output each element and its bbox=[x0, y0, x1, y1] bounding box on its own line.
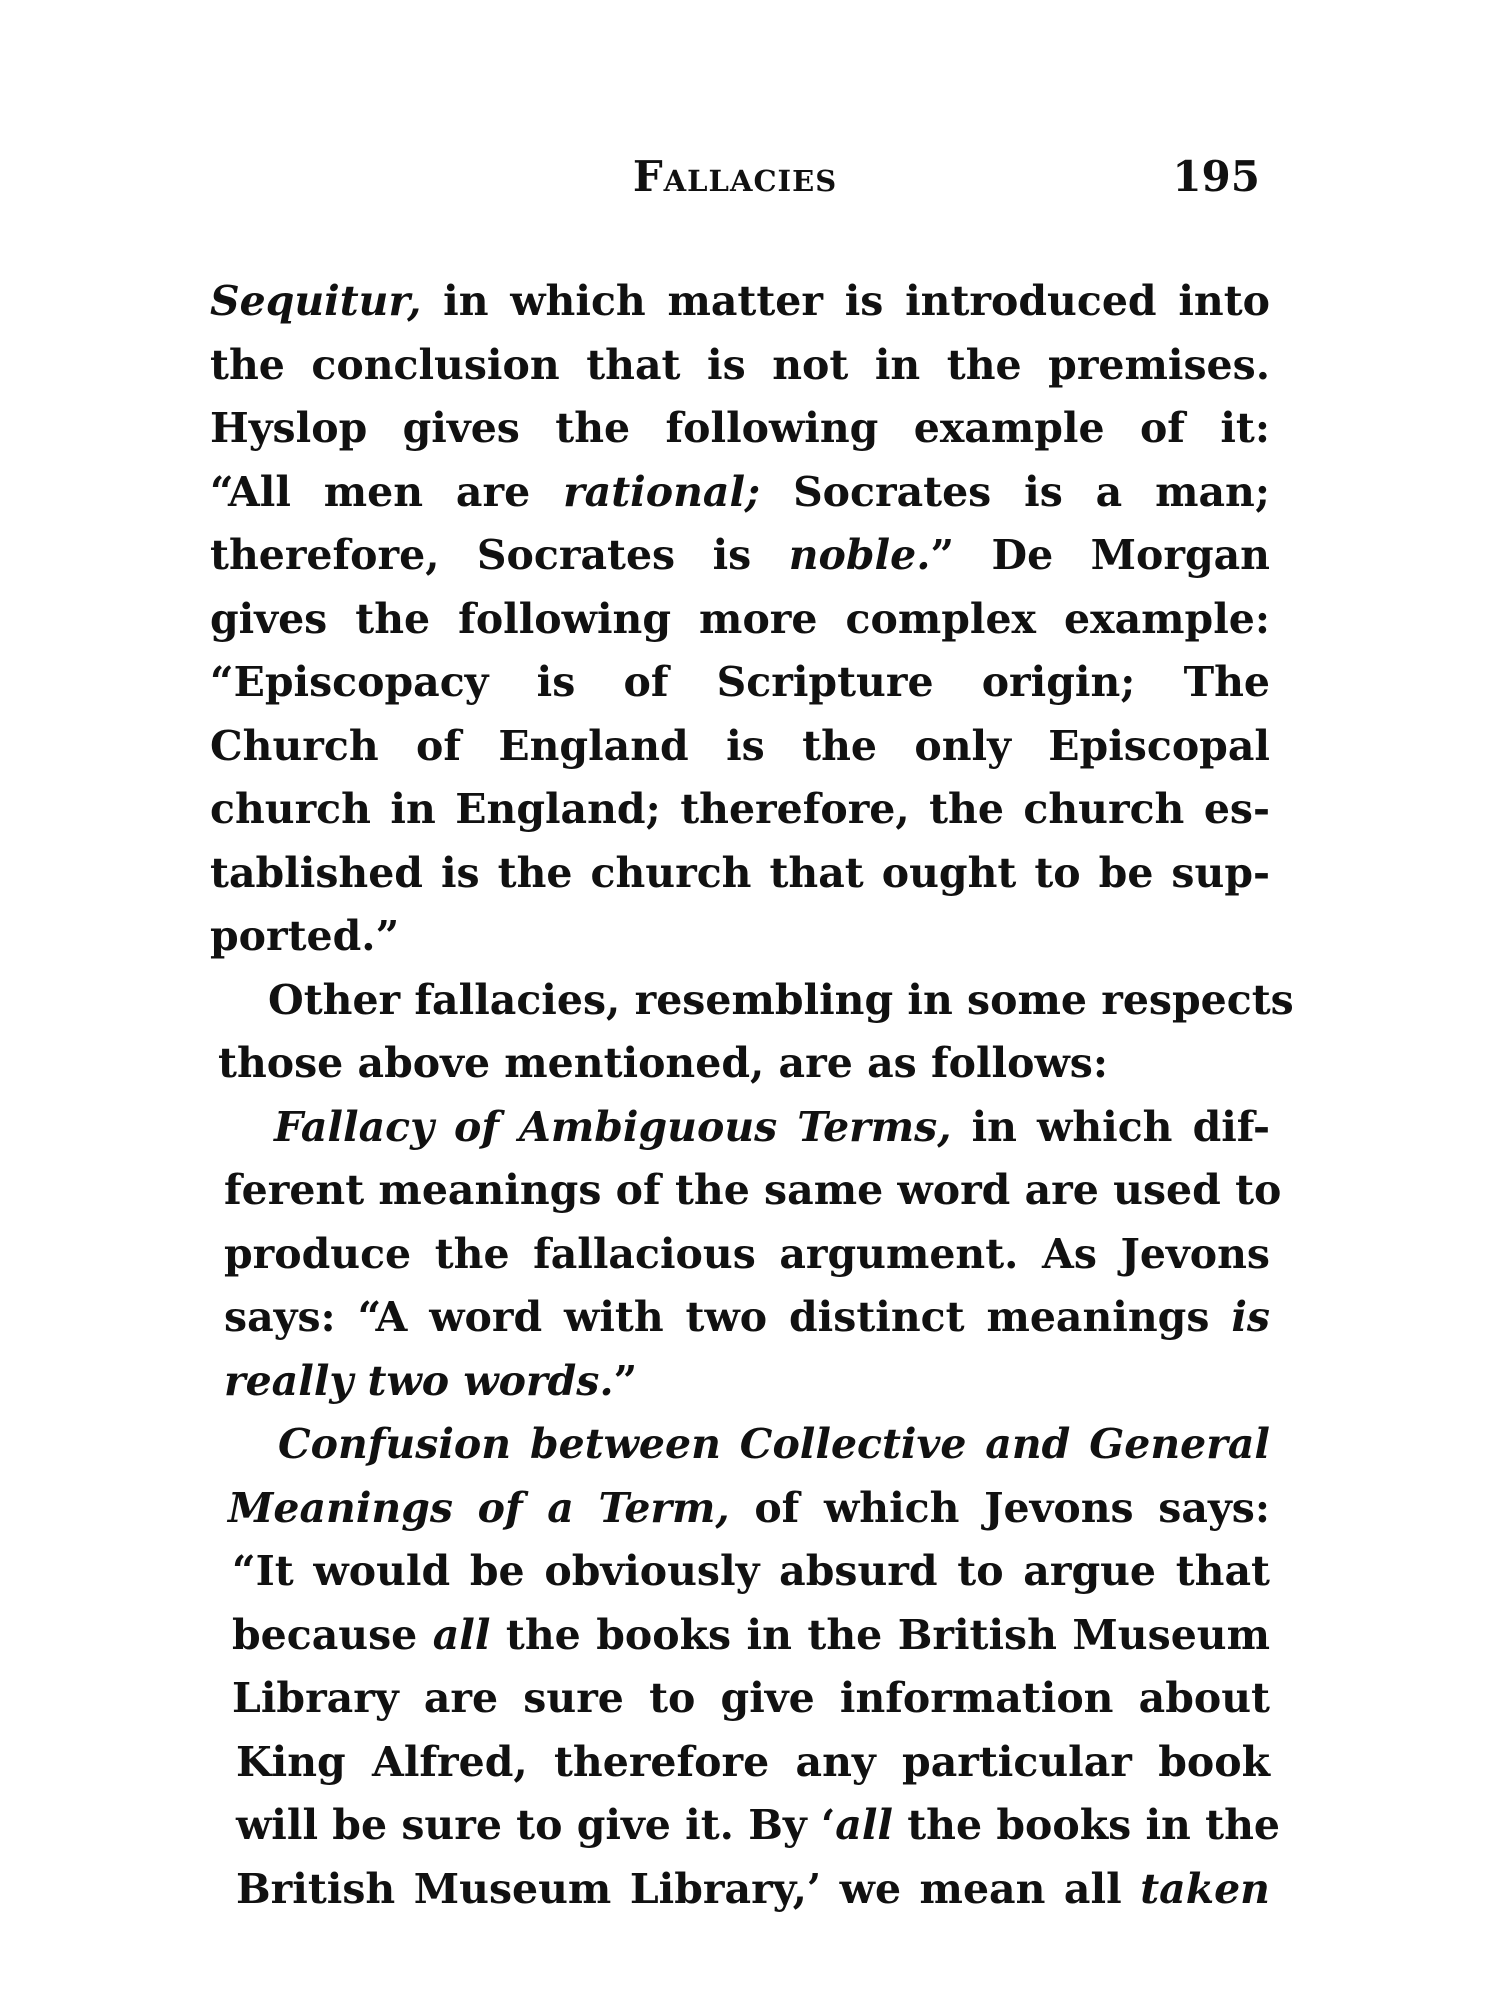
paragraph-start-line: Fallacy of Ambiguous Terms, in which dif- bbox=[274, 1102, 1270, 1151]
text-line: gives the following more complex example: bbox=[210, 594, 1270, 643]
text-line: says: “A word with two distinct meanings is bbox=[224, 1293, 1270, 1341]
text-line: King Alfred, therefore any particular book bbox=[236, 1737, 1270, 1786]
text-line: “Episcopacy is of Scripture origin; The bbox=[210, 658, 1270, 706]
paragraph-start-line: Confusion between Collective and General bbox=[278, 1420, 1270, 1468]
text-line: ferent meanings of the same word are used to bbox=[224, 1166, 1282, 1214]
text-line: Meanings of a Term, of which Jevons says: bbox=[228, 1483, 1270, 1532]
text-line: church in England; therefore, the church es- bbox=[210, 785, 1270, 833]
text-line: because all the books in the British Museum bbox=[232, 1610, 1270, 1659]
text-line: ported.” bbox=[210, 912, 400, 960]
page-body bbox=[210, 270, 1294, 1921]
text-line: Hyslop gives the following example of it: bbox=[210, 404, 1270, 452]
text-line: “It would be obviously absurd to argue that bbox=[232, 1547, 1270, 1595]
running-title: Fallacies bbox=[632, 152, 838, 201]
text-line: therefore, Socrates is noble.” De Morgan bbox=[210, 531, 1270, 579]
text-line: will be sure to give it. By ‘all the books in the bbox=[236, 1801, 1280, 1849]
text-line: tablished is the church that ought to be sup- bbox=[210, 848, 1270, 897]
text-line: the conclusion that is not in the premises. bbox=[210, 340, 1270, 389]
text-line: “All men are rational; Socrates is a man; bbox=[210, 467, 1271, 516]
running-head bbox=[210, 152, 1260, 212]
text-line: Church of England is the only Episcopal bbox=[210, 721, 1270, 770]
text-line: Sequitur, in which matter is introduced into bbox=[210, 277, 1270, 325]
page-number: 195 bbox=[1172, 152, 1260, 201]
text-line: British Museum Library,’ we mean all taken bbox=[236, 1864, 1270, 1913]
text-line: produce the fallacious argument. As Jevons bbox=[224, 1229, 1270, 1278]
text-line: those above mentioned, are as follows: bbox=[218, 1039, 1108, 1087]
text-line: really two words.” bbox=[224, 1356, 638, 1405]
text-line: Library are sure to give information about bbox=[232, 1674, 1270, 1722]
paragraph-start-line: Other fallacies, resembling in some respects bbox=[268, 975, 1294, 1024]
